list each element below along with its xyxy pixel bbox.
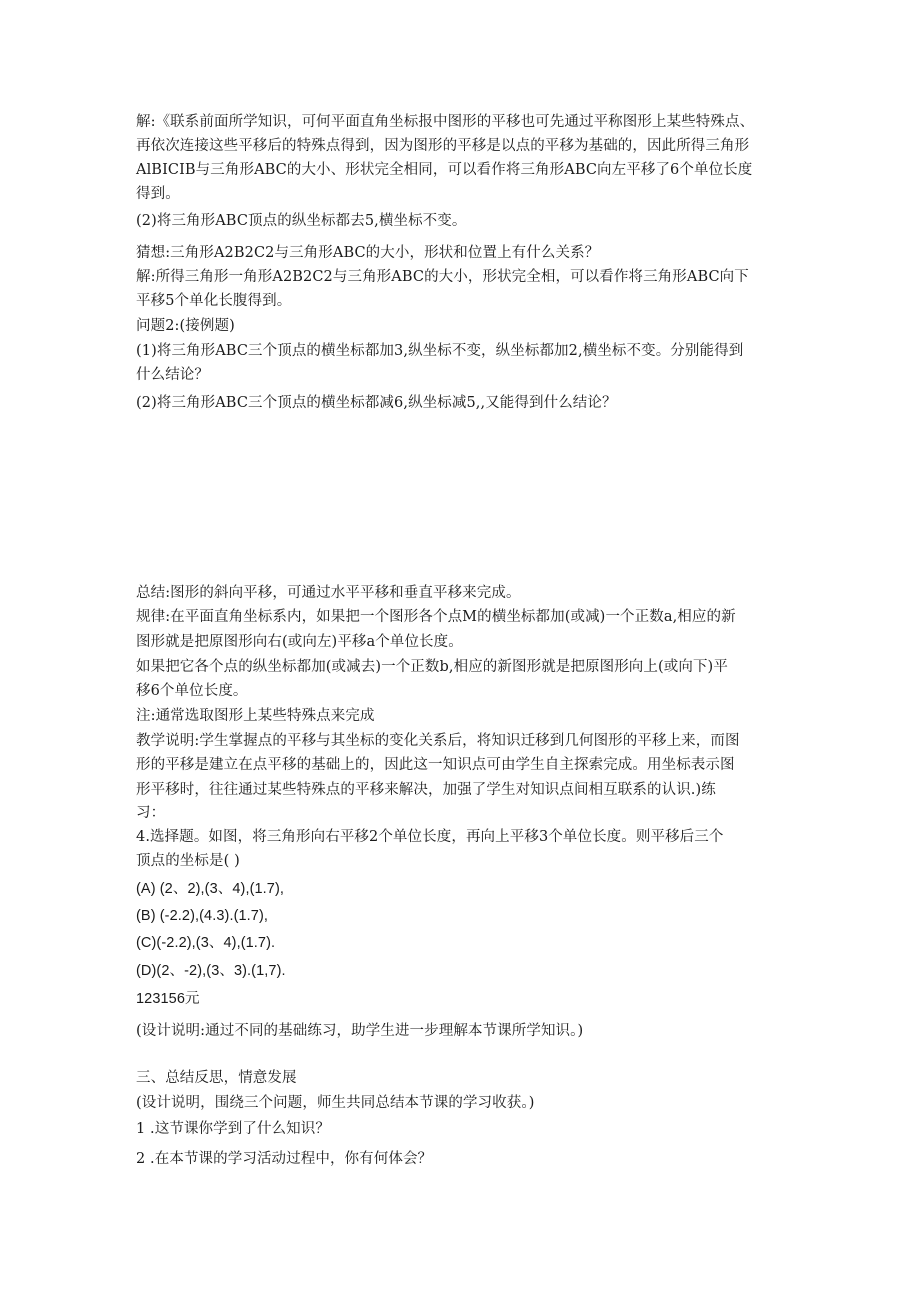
design-note-line: (设计说明:通过不同的基础练习，助学生进一步理解本节课所学知识。)	[136, 1023, 584, 1039]
choice-a: (A) (2、2),(3、4),(1.7),	[136, 881, 285, 897]
teaching-note-line-1: 教学说明:学生掌握点的平移与其坐标的变化关系后，将知识迁移到几何图形的平移上来，而图	[136, 733, 740, 749]
answer-line-2: 平移5个单化长腹得到。	[136, 293, 292, 309]
rule-line-4: 移6个单位长度。	[136, 683, 248, 699]
teaching-note-line-2: 形的平移是建立在点平移的基础上的，因此这一知识点可由学生自主探索完成。用坐标表示图	[136, 757, 735, 773]
choice-d: (D)(2、-2),(3、3).(1,7).	[136, 963, 286, 979]
question-4-line-2: 顶点的坐标是( )	[136, 853, 240, 869]
answer-line-1: 解:所得三角形一角形A2B2C2与三角形ABC的大小，形状完全相，可以看作将三角形ABC向下	[136, 269, 749, 285]
question-4-line-1: 4.选择题。如图，将三角形向右平移2个单位长度，再向上平移3个单位长度。则平移后三个	[136, 829, 724, 845]
choice-c: (C)(-2.2),(3、4),(1.7).	[136, 935, 276, 951]
rule-line-1: 规律:在平面直角坐标系内，如果把一个图形各个点M的横坐标都加(或减)一个正数a,相应的新	[136, 609, 736, 625]
problem-2-part-1-line-2: 什么结论？	[136, 367, 209, 383]
section-3-design-note: (设计说明，围绕三个问题，师生共同总结本节课的学习收获。)	[136, 1095, 535, 1111]
rule-line-3: 如果把它各个点的纵坐标都加(或减去)一个正数b,相应的新图形就是把原图形向上(或向下)平	[136, 659, 728, 675]
summary-line: 总结:图形的斜向平移，可通过水平平移和垂直平移来完成。	[136, 585, 521, 601]
problem-2-part-1-line-1: (1)将三角形ABC三个顶点的横坐标都加3,纵坐标不变，纵坐标都加2,横坐标不变。分别能得到	[136, 343, 744, 359]
conjecture-line: 猜想:三角形A2B2C2与三角形ABC的大小，形状和位置上有什么关系？	[136, 245, 600, 261]
problem-2-part-2: (2)将三角形ABC三个顶点的横坐标都减6,纵坐标减5,,又能得到什么结论？	[136, 395, 617, 411]
figure-label-line: 123156元	[136, 991, 200, 1007]
note-line: 注:通常选取图形上某些特殊点来完成	[136, 708, 375, 724]
solution-line-4: 得到。	[136, 186, 180, 202]
solution-line-2: 再依次连接这些平移后的特殊点得到，因为图形的平移是以点的平移为基础的，因此所得三角形	[136, 138, 750, 154]
exercise-label: 习：	[136, 805, 166, 821]
reflection-question-1: 1 .这节课你学到了什么知识？	[136, 1121, 330, 1137]
problem-2-title: 问题2:(接例题)	[136, 318, 235, 334]
teaching-note-line-3: 形平移时，往往通过某些特殊点的平移来解决，加强了学生对知识点间相互联系的认识.)练	[136, 782, 716, 798]
choice-b: (B) (-2.2),(4.3).(1.7),	[136, 908, 269, 924]
solution-line-1: 解:《联系前面所学知识，可何平面直角坐标报中图形的平移也可先通过平称图形上某些特殊点、	[136, 114, 755, 130]
reflection-question-2: 2 .在本节课的学习活动过程中，你有何体会？	[136, 1151, 433, 1167]
step-2-line: (2)将三角形ABC顶点的纵坐标都去5,横坐标不变。	[136, 213, 467, 229]
solution-line-3: AlBICIB与三角形ABC的大小、形状完全相同，可以看作将三角形ABC向左平移了6个单位长度	[136, 162, 753, 178]
rule-line-2: 图形就是把原图形向右(或向左)平移a个单位长度。	[136, 634, 463, 650]
section-3-heading: 三、总结反思，情意发展	[136, 1070, 297, 1086]
